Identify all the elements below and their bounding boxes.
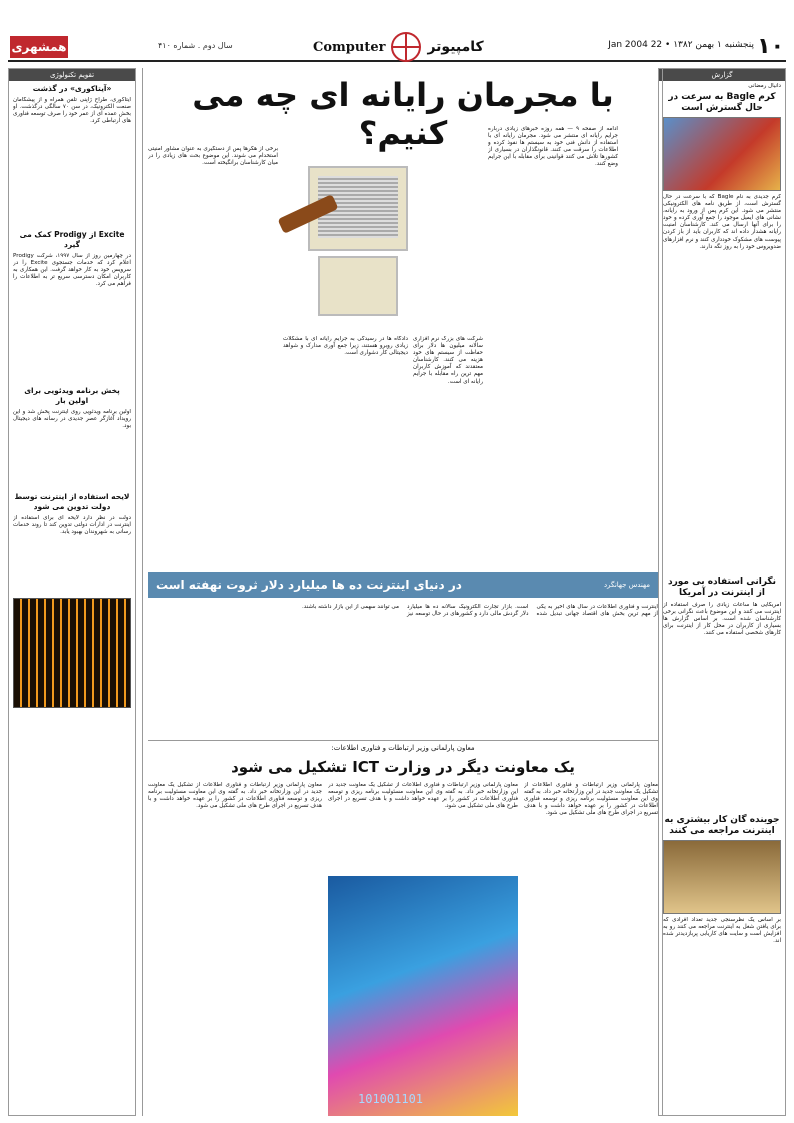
main-headline: با مجرمان رایانه ای چه می کنیم؟ xyxy=(192,76,614,152)
section-title xyxy=(313,34,484,60)
article-title: کرم Bagle به سرعت در حال گسترش است xyxy=(668,92,776,113)
article-body-2: آمریکایی ها ساعات زیادی را صرف استفاده از اینترنت می کنند و این موضوع باعث نگرانی برخی کارشناسان شده است. بر اساس گزارش ها بسیاری از کاربران در محل کار از اینترنت برای کارهای شخصی استفاده می کنند. xyxy=(663,602,781,637)
computer-gavel-illustration xyxy=(288,166,408,326)
ict-article-body-left: معاون پارلمانی وزیر ارتباطات و فناوری اطلاعات از تشکیل یک معاونت جدید در این وزارتخانه خبر داد. به گفته وی این معاونت مسئولیت برنامه ریزی و توسعه فناوری اطلاعات در کشور را بر عهده خواهد داشت و با هدف تسریع در اجرای طرح های ملی تشکیل می شود. xyxy=(148,782,322,810)
brief-title-1: «آیتاکوری» در گذشت xyxy=(32,84,112,93)
brief-body-4: دولت در نظر دارد لایحه ای برای استفاده از اینترنت در ادارات دولتی تدوین کند تا روند خدمات رسانی به شهروندان بهبود یابد. xyxy=(13,515,131,536)
ict-article-body-right: معاون پارلمانی وزیر ارتباطات و فناوری اطلاعات از تشکیل یک معاونت جدید در این وزارتخانه خبر داد. به گفته وی این معاونت مسئولیت برنامه ریزی و توسعه فناوری اطلاعات در کشور را بر عهده خواهد داشت و با هدف تسریع در اجرای طرح های ملی تشکیل می شود. xyxy=(524,782,658,817)
brief-body-2: در چهارمین روز از سال ۱۹۹۷، شرکت Prodigy اعلام کرد که خدمات جستجوی Excite را در سرویس خود به کار خواهد گرفت. این همکاری به کاربران امکان دسترسی سریع تر به اطلاعات را فراهم می کرد. xyxy=(13,253,131,288)
brief-title-2: Excite از Prodigy کمک می گیرد xyxy=(19,230,125,249)
ict-article-kicker: معاون پارلمانی وزیر ارتباطات و فناوری اطلاعات: xyxy=(331,744,475,752)
computer-case-icon xyxy=(318,256,398,316)
article-body-3: بر اساس یک نظرسنجی جدید تعداد افرادی که برای یافتن شغل به اینترنت مراجعه می کنند رو به افزایش است و سایت های کاریابی پربازدیدتر شده اند. xyxy=(663,917,781,945)
article-body: کرم جدیدی به نام Bagle که با سرعت در حال گسترش است، از طریق نامه های الکترونیکی منتشر می شود. این کرم پس از ورود به رایانه، نشانی های ایمیل موجود را جمع آوری کرده و خود را برای آنها ارسال می کند. کارشناسان امنیت رایانه هشدار داده اند که کاربران باید از باز کردن پیوست های مشکوک خودداری کنند و نرم افزارهای ضدویروس خود را به روز نگه دارند. xyxy=(663,194,781,250)
banner-title: در دنیای اینترنت ده ها میلیارد دلار ثروت نهفته است xyxy=(156,578,462,592)
article-title-2: نگرانی استفاده بی مورد از اینترنت در آمریکا xyxy=(667,577,777,598)
binary-overlay: 101001101 xyxy=(358,1092,424,1106)
right-sidebar xyxy=(658,68,786,1116)
brief-title-3: پخش برنامه ویدئویی برای اولین بار xyxy=(24,386,120,405)
banner-article-body: اینترنت و فناوری اطلاعات در سال های اخیر به یکی از مهم ترین بخش های اقتصاد جهانی تبدیل شده است. بازار تجارت الکترونیک سالانه ده ها میلیارد دلار گردش مالی دارد و کشورهای در حال توسعه نیز می توانند سهمی از این بازار داشته باشند. xyxy=(301,604,658,618)
left-sidebar xyxy=(8,68,136,1116)
banner-author: مهندس جهانگرد xyxy=(603,581,650,589)
main-column-d: دادگاه ها در رسیدگی به جرایم رایانه ای با مشکلات زیادی روبرو هستند، زیرا جمع آوری مدارک و شواهد دیجیتالی کار دشواری است. xyxy=(283,336,408,357)
newspaper-logo: همشهری xyxy=(10,36,68,58)
section-title-en: Computer xyxy=(313,39,386,55)
section-title-fa: کامپیوتر xyxy=(427,39,484,55)
main-column-a: ادامه از صفحه ۹ — همه روزه خبرهای زیادی درباره جرایم رایانه ای منتشر می شود. مجرمان رایانه ای با استفاده از دانش فنی خود به سیستم ها نفوذ کرده و اطلاعات را سرقت می کنند. قانونگذاران در بسیاری از کشورها تلاش می کنند قوانینی برای مقابله با این جرایم وضع کنند. xyxy=(488,126,618,168)
header-date: پنجشنبه ۱ بهمن ۱۳۸۲ • 22 Jan 2004 xyxy=(608,40,754,50)
ict-article-title: یک معاونت دیگر در وزارت ICT تشکیل می شود xyxy=(231,758,575,776)
ict-article-body-mid: معاون پارلمانی وزیر ارتباطات و فناوری اطلاعات از تشکیل یک معاونت جدید در این وزارتخانه خبر داد. به گفته وی این معاونت مسئولیت برنامه ریزی و توسعه فناوری اطلاعات در کشور را بر عهده خواهد داشت و با هدف تسریع در اجرای طرح های ملی تشکیل می شود. xyxy=(328,782,518,810)
sidebar-tag: تقویم تکنولوژی xyxy=(9,69,135,81)
brief-title-4: لایحه استفاده از اینترنت توسط دولت تدوین می شود xyxy=(14,492,130,511)
main-column-c: برخی از هکرها پس از دستگیری به عنوان مشاور امنیتی استخدام می شوند. این موضوع بحث های زیادی را در میان کارشناسان برانگیخته است. xyxy=(148,146,278,167)
worm-illustration xyxy=(663,117,781,191)
column-rule xyxy=(142,68,143,1116)
brief-body-1: آیتاکوری، طراح ژاپنی تلفن همراه و از پیشگامان صنعت الکترونیک، در سن ۷۰ سالگی درگذشت. او بخش عمده ای از عمر خود را صرف توسعه فناوری های ارتباطی کرد. xyxy=(13,97,131,125)
column-rule xyxy=(662,68,663,1116)
page-number: ۱۰ xyxy=(757,34,784,59)
main-column-b: شرکت های بزرگ نرم افزاری سالانه میلیون ها دلار برای حفاظت از سیستم های خود هزینه می کنند. کارشناسان معتقدند که آموزش کاربران مهم ترین راه مقابله با جرایم رایانه ای است. xyxy=(413,336,483,385)
brief-body-3: اولین برنامه ویدئویی روی اینترنت پخش شد و این رویداد آغازگر عصر جدیدی در رسانه های دیجیتال بود. xyxy=(13,409,131,430)
binary-code-photo xyxy=(13,598,131,708)
article-title-3: جوینده گان کار بیشتری به اینترنت مراجعه می کنند xyxy=(664,815,780,836)
page-header xyxy=(8,34,786,62)
article-banner xyxy=(148,572,658,598)
divider xyxy=(148,740,658,741)
globe-icon xyxy=(391,32,421,62)
network-illustration xyxy=(328,876,518,1116)
article-author: دانیال رمضانی xyxy=(748,83,781,89)
newspaper-page xyxy=(8,6,786,1118)
office-photo xyxy=(663,840,781,914)
sidebar-tag: گزارش xyxy=(659,69,785,81)
issue-number: سال دوم . شماره ۴۱۰ xyxy=(158,41,233,50)
